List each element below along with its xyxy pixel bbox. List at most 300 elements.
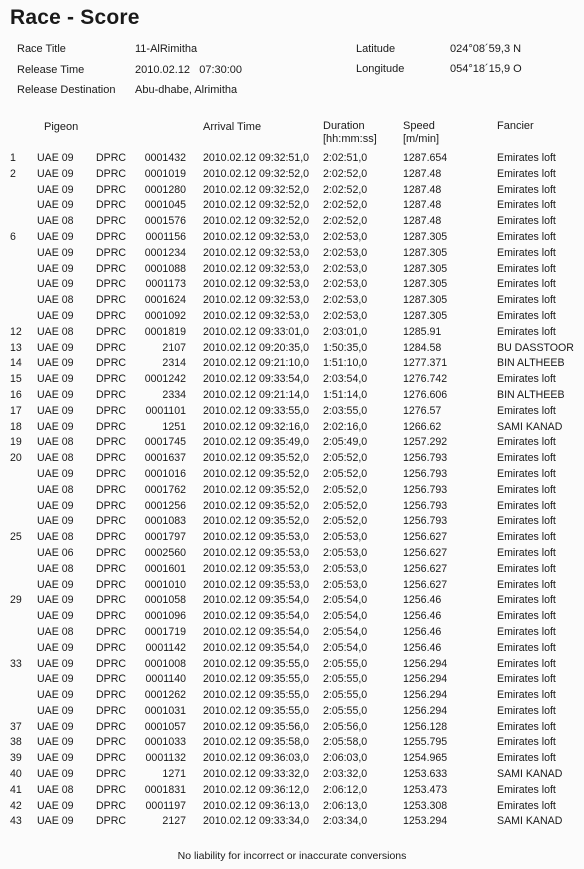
arrival-time-cell: 2010.02.12 09:35:52,0 (203, 452, 310, 465)
release-destination-value: Abu-dhabe, Alrimitha (135, 84, 238, 96)
fancier-cell: Emirates loft (497, 467, 556, 480)
fancier-cell: BU DASSTOOR (497, 341, 574, 354)
rank-cell: 14 (10, 357, 22, 370)
country-cell: UAE 09 (37, 167, 74, 180)
latitude-value: 024°08´59,3 N (450, 43, 522, 55)
ring-number-cell: 0001242 (144, 373, 186, 386)
duration-cell: 2:02:16,0 (323, 420, 368, 433)
country-cell: UAE 09 (37, 704, 74, 717)
org-cell: DPRC (96, 452, 127, 465)
country-cell: UAE 08 (37, 452, 74, 465)
table-row (0, 341, 584, 357)
ring-number-cell: 0001031 (144, 704, 186, 717)
arrival-time-cell: 2010.02.12 09:35:54,0 (203, 641, 310, 654)
fancier-cell: Emirates loft (497, 799, 556, 812)
speed-cell: 1256.627 (403, 562, 448, 575)
release-time-label: Release Time (17, 64, 85, 76)
arrival-time-cell: 2010.02.12 09:36:03,0 (203, 752, 310, 765)
table-row (0, 593, 584, 609)
rank-cell: 42 (10, 799, 22, 812)
duration-cell: 2:02:51,0 (323, 152, 368, 164)
table-row (0, 325, 584, 341)
rank-cell: 37 (10, 720, 22, 733)
rank-cell: 33 (10, 657, 22, 670)
duration-cell: 2:05:53,0 (323, 578, 368, 591)
duration-cell: 2:02:52,0 (323, 167, 368, 180)
ring-number-cell: 0001132 (145, 752, 186, 765)
speed-cell: 1256.793 (403, 467, 448, 480)
duration-cell: 2:05:58,0 (323, 736, 368, 749)
table-row (0, 562, 584, 578)
table-row (0, 720, 584, 736)
table-row (0, 483, 584, 499)
speed-cell: 1253.633 (403, 768, 448, 781)
rank-cell: 43 (10, 815, 22, 828)
org-cell: DPRC (96, 199, 127, 212)
table-row (0, 167, 584, 183)
speed-cell: 1276.742 (403, 373, 448, 386)
ring-number-cell: 0001033 (144, 736, 186, 749)
speed-cell: 1254.965 (403, 752, 448, 765)
speed-cell: 1256.294 (403, 704, 448, 717)
rank-cell: 13 (10, 341, 22, 354)
speed-cell: 1287.305 (403, 262, 448, 275)
table-row (0, 151, 584, 167)
fancier-cell: Emirates loft (497, 246, 556, 259)
org-cell: DPRC (96, 783, 127, 796)
fancier-cell: Emirates loft (497, 752, 556, 765)
org-cell: DPRC (96, 341, 127, 354)
ring-number-cell: 0001576 (144, 215, 186, 228)
fancier-cell: Emirates loft (497, 578, 556, 591)
country-cell: UAE 09 (37, 230, 74, 243)
fancier-cell: SAMI KANAD (497, 768, 563, 781)
country-cell: UAE 09 (37, 388, 74, 401)
arrival-time-cell: 2010.02.12 09:35:54,0 (203, 625, 310, 638)
rank-cell: 2 (10, 167, 16, 180)
speed-cell: 1287.305 (403, 230, 448, 243)
table-row (0, 546, 584, 562)
org-cell: DPRC (96, 625, 127, 638)
country-cell: UAE 09 (37, 404, 74, 417)
ring-number-cell: 0001010 (144, 578, 186, 591)
country-cell: UAE 09 (37, 373, 74, 386)
duration-cell: 1:51:10,0 (323, 357, 368, 370)
speed-cell: 1256.793 (403, 515, 448, 528)
ring-number-cell: 0001637 (144, 452, 186, 465)
org-cell: DPRC (96, 815, 127, 828)
fancier-cell: Emirates loft (497, 515, 556, 528)
arrival-time-cell: 2010.02.12 09:20:35,0 (203, 341, 310, 354)
org-cell: DPRC (96, 278, 127, 291)
speed-cell: 1276.57 (403, 404, 442, 417)
arrival-time-cell: 2010.02.12 09:21:14,0 (203, 388, 310, 401)
fancier-cell: Emirates loft (497, 309, 556, 322)
speed-cell: 1256.793 (403, 499, 448, 512)
org-cell: DPRC (96, 167, 127, 180)
arrival-time-cell: 2010.02.12 09:33:32,0 (203, 768, 310, 781)
fancier-cell: Emirates loft (497, 704, 556, 717)
table-row (0, 277, 584, 293)
longitude-label: Longitude (356, 63, 405, 75)
ring-number-cell: 2334 (162, 388, 186, 401)
arrival-time-cell: 2010.02.12 09:32:53,0 (203, 230, 310, 243)
org-cell: DPRC (96, 499, 127, 512)
speed-unit: [m/min] (403, 133, 440, 145)
speed-cell: 1256.627 (403, 578, 448, 591)
speed-cell: 1256.128 (403, 720, 448, 733)
longitude-value: 054°18´15,9 O (450, 63, 522, 75)
duration-cell: 2:05:53,0 (323, 531, 368, 544)
duration-cell: 2:05:52,0 (323, 467, 368, 480)
duration-cell: 2:02:53,0 (323, 294, 368, 307)
table-row (0, 799, 584, 815)
country-cell: UAE 09 (37, 309, 74, 322)
ring-number-cell: 0001101 (145, 404, 186, 417)
speed-cell: 1253.294 (403, 815, 448, 828)
table-row (0, 293, 584, 309)
duration-cell: 2:05:55,0 (323, 704, 368, 717)
ring-number-cell: 0001719 (144, 625, 186, 638)
org-cell: DPRC (96, 736, 127, 749)
duration-cell: 2:02:52,0 (323, 183, 368, 196)
duration-cell: 2:06:12,0 (323, 783, 368, 796)
speed-cell: 1285.91 (403, 325, 442, 338)
arrival-time-cell: 2010.02.12 09:35:55,0 (203, 657, 310, 670)
org-cell: DPRC (96, 467, 127, 480)
results-table (0, 151, 584, 830)
rank-cell: 39 (10, 752, 22, 765)
country-cell: UAE 09 (37, 199, 74, 212)
org-cell: DPRC (96, 357, 127, 370)
country-cell: UAE 09 (37, 641, 74, 654)
ring-number-cell: 0001057 (144, 720, 186, 733)
org-cell: DPRC (96, 531, 127, 544)
arrival-time-cell: 2010.02.12 09:35:55,0 (203, 673, 310, 686)
speed-cell: 1284.58 (403, 341, 442, 354)
speed-cell: 1257.292 (403, 436, 448, 449)
table-row (0, 420, 584, 436)
table-row (0, 688, 584, 704)
speed-cell: 1287.305 (403, 309, 448, 322)
ring-number-cell: 0001819 (144, 325, 186, 338)
arrival-time-cell: 2010.02.12 09:35:54,0 (203, 610, 310, 623)
arrival-time-cell: 2010.02.12 09:36:12,0 (203, 783, 310, 796)
arrival-time-cell: 2010.02.12 09:35:56,0 (203, 720, 310, 733)
table-row (0, 230, 584, 246)
arrival-time-cell: 2010.02.12 09:35:58,0 (203, 736, 310, 749)
fancier-cell: Emirates loft (497, 373, 556, 386)
country-cell: UAE 08 (37, 625, 74, 638)
speed-cell: 1256.627 (403, 531, 448, 544)
ring-number-cell: 0001234 (144, 246, 186, 259)
country-cell: UAE 09 (37, 420, 74, 433)
duration-cell: 2:05:54,0 (323, 594, 368, 607)
fancier-cell: Emirates loft (497, 152, 556, 164)
ring-number-cell: 2127 (162, 815, 186, 828)
ring-number-cell: 0001140 (145, 673, 186, 686)
org-cell: DPRC (96, 388, 127, 401)
speed-cell: 1287.48 (403, 199, 442, 212)
arrival-time-cell: 2010.02.12 09:35:53,0 (203, 531, 310, 544)
duration-cell: 1:51:14,0 (323, 388, 368, 401)
country-cell: UAE 09 (37, 262, 74, 275)
org-cell: DPRC (96, 594, 127, 607)
rank-cell: 6 (10, 230, 16, 243)
rank-cell: 29 (10, 594, 22, 607)
column-header-arrival: Arrival Time (203, 121, 262, 133)
column-header-duration (323, 120, 377, 146)
country-cell: UAE 08 (37, 783, 74, 796)
table-row (0, 609, 584, 625)
duration-cell: 2:03:34,0 (323, 815, 368, 828)
speed-cell: 1253.473 (403, 783, 448, 796)
org-cell: DPRC (96, 562, 127, 575)
arrival-time-cell: 2010.02.12 09:35:52,0 (203, 499, 310, 512)
arrival-time-cell: 2010.02.12 09:32:53,0 (203, 294, 310, 307)
speed-cell: 1287.654 (403, 152, 448, 164)
table-row (0, 814, 584, 830)
speed-cell: 1256.294 (403, 673, 448, 686)
speed-cell: 1256.46 (403, 641, 442, 654)
speed-cell: 1277.371 (403, 357, 448, 370)
duration-cell: 2:05:52,0 (323, 452, 368, 465)
duration-cell: 2:05:54,0 (323, 625, 368, 638)
country-cell: UAE 08 (37, 294, 74, 307)
fancier-cell: Emirates loft (497, 325, 556, 338)
ring-number-cell: 0002560 (144, 546, 186, 559)
fancier-cell: Emirates loft (497, 736, 556, 749)
speed-cell: 1256.793 (403, 452, 448, 465)
duration-cell: 2:06:13,0 (323, 799, 368, 812)
ring-number-cell: 0001762 (144, 483, 186, 496)
arrival-time-cell: 2010.02.12 09:32:16,0 (203, 420, 310, 433)
arrival-time-cell: 2010.02.12 09:35:52,0 (203, 467, 310, 480)
duration-cell: 2:05:52,0 (323, 499, 368, 512)
fancier-cell: Emirates loft (497, 689, 556, 702)
org-cell: DPRC (96, 673, 127, 686)
latitude-label: Latitude (356, 43, 396, 55)
column-header-fancier: Fancier (497, 120, 534, 132)
arrival-time-cell: 2010.02.12 09:32:52,0 (203, 167, 310, 180)
arrival-time-cell: 2010.02.12 09:21:10,0 (203, 357, 310, 370)
org-cell: DPRC (96, 689, 127, 702)
ring-number-cell: 0001096 (144, 610, 186, 623)
duration-cell: 2:05:54,0 (323, 610, 368, 623)
arrival-time-cell: 2010.02.12 09:32:53,0 (203, 278, 310, 291)
org-cell: DPRC (96, 752, 127, 765)
speed-cell: 1287.48 (403, 215, 442, 228)
duration-cell: 2:03:01,0 (323, 325, 368, 338)
release-destination-label: Release Destination (17, 84, 116, 96)
speed-cell: 1256.627 (403, 546, 448, 559)
ring-number-cell: 0001092 (144, 309, 186, 322)
arrival-time-cell: 2010.02.12 09:32:53,0 (203, 246, 310, 259)
ring-number-cell: 0001262 (144, 689, 186, 702)
race-title-label: Race Title (17, 43, 66, 55)
speed-cell: 1256.294 (403, 689, 448, 702)
org-cell: DPRC (96, 720, 127, 733)
release-time-value: 2010.02.12 07:30:00 (135, 64, 243, 76)
org-cell: DPRC (96, 610, 127, 623)
ring-number-cell: 0001601 (144, 562, 186, 575)
rank-cell: 17 (10, 404, 22, 417)
country-cell: UAE 08 (37, 215, 74, 228)
fancier-cell: SAMI KANAD (497, 420, 563, 433)
country-cell: UAE 09 (37, 578, 74, 591)
fancier-cell: BIN ALTHEEB (497, 388, 565, 401)
speed-cell: 1287.305 (403, 278, 448, 291)
country-cell: UAE 08 (37, 483, 74, 496)
country-cell: UAE 09 (37, 720, 74, 733)
fancier-cell: Emirates loft (497, 594, 556, 607)
duration-label: Duration (323, 120, 365, 132)
ring-number-cell: 0001173 (145, 278, 186, 291)
fancier-cell: SAMI KANAD (497, 815, 563, 828)
fancier-cell: Emirates loft (497, 230, 556, 243)
org-cell: DPRC (96, 262, 127, 275)
ring-number-cell: 0001432 (144, 152, 186, 164)
country-cell: UAE 08 (37, 531, 74, 544)
arrival-time-cell: 2010.02.12 09:32:52,0 (203, 199, 310, 212)
country-cell: UAE 08 (37, 325, 74, 338)
table-row (0, 198, 584, 214)
arrival-time-cell: 2010.02.12 09:36:13,0 (203, 799, 310, 812)
country-cell: UAE 08 (37, 436, 74, 449)
duration-cell: 2:06:03,0 (323, 752, 368, 765)
org-cell: DPRC (96, 704, 127, 717)
rank-cell: 20 (10, 452, 22, 465)
fancier-cell: Emirates loft (497, 167, 556, 180)
fancier-cell: Emirates loft (497, 673, 556, 686)
speed-cell: 1287.305 (403, 294, 448, 307)
table-row (0, 309, 584, 325)
org-cell: DPRC (96, 657, 127, 670)
speed-cell: 1256.46 (403, 594, 442, 607)
fancier-cell: Emirates loft (497, 657, 556, 670)
org-cell: DPRC (96, 183, 127, 196)
duration-cell: 2:05:55,0 (323, 689, 368, 702)
country-cell: UAE 09 (37, 515, 74, 528)
duration-cell: 2:02:53,0 (323, 309, 368, 322)
page-title: Race - Score (10, 6, 140, 29)
fancier-cell: Emirates loft (497, 199, 556, 212)
speed-cell: 1287.48 (403, 183, 442, 196)
country-cell: UAE 08 (37, 562, 74, 575)
rank-cell: 15 (10, 373, 22, 386)
speed-cell: 1276.606 (403, 388, 448, 401)
country-cell: UAE 09 (37, 673, 74, 686)
rank-cell: 38 (10, 736, 22, 749)
ring-number-cell: 2107 (162, 341, 186, 354)
arrival-time-cell: 2010.02.12 09:35:49,0 (203, 436, 310, 449)
duration-cell: 2:05:53,0 (323, 546, 368, 559)
country-cell: UAE 09 (37, 341, 74, 354)
fancier-cell: Emirates loft (497, 262, 556, 275)
fancier-cell: Emirates loft (497, 783, 556, 796)
ring-number-cell: 0001745 (144, 436, 186, 449)
arrival-time-cell: 2010.02.12 09:35:55,0 (203, 689, 310, 702)
duration-cell: 2:02:53,0 (323, 262, 368, 275)
arrival-time-cell: 2010.02.12 09:32:53,0 (203, 309, 310, 322)
ring-number-cell: 0001142 (145, 641, 186, 654)
table-row (0, 735, 584, 751)
table-row (0, 767, 584, 783)
fancier-cell: Emirates loft (497, 625, 556, 638)
fancier-cell: Emirates loft (497, 294, 556, 307)
org-cell: DPRC (96, 641, 127, 654)
table-row (0, 641, 584, 657)
arrival-time-cell: 2010.02.12 09:33:34,0 (203, 815, 310, 828)
speed-cell: 1255.795 (403, 736, 448, 749)
ring-number-cell: 0001045 (144, 199, 186, 212)
speed-cell: 1256.46 (403, 625, 442, 638)
fancier-cell: Emirates loft (497, 562, 556, 575)
fancier-cell: BIN ALTHEEB (497, 357, 565, 370)
country-cell: UAE 09 (37, 752, 74, 765)
table-row (0, 514, 584, 530)
table-row (0, 404, 584, 420)
table-row (0, 783, 584, 799)
duration-cell: 2:05:52,0 (323, 483, 368, 496)
duration-cell: 2:02:52,0 (323, 199, 368, 212)
speed-cell: 1287.48 (403, 167, 442, 180)
country-cell: UAE 09 (37, 357, 74, 370)
arrival-time-cell: 2010.02.12 09:35:52,0 (203, 483, 310, 496)
duration-cell: 2:05:55,0 (323, 657, 368, 670)
ring-number-cell: 0001831 (144, 783, 186, 796)
org-cell: DPRC (96, 215, 127, 228)
rank-cell: 19 (10, 436, 22, 449)
fancier-cell: Emirates loft (497, 499, 556, 512)
arrival-time-cell: 2010.02.12 09:32:53,0 (203, 262, 310, 275)
org-cell: DPRC (96, 230, 127, 243)
arrival-time-cell: 2010.02.12 09:35:53,0 (203, 578, 310, 591)
table-row (0, 467, 584, 483)
arrival-time-cell: 2010.02.12 09:32:51,0 (203, 152, 310, 164)
fancier-cell: Emirates loft (497, 436, 556, 449)
org-cell: DPRC (96, 578, 127, 591)
table-row (0, 372, 584, 388)
org-cell: DPRC (96, 404, 127, 417)
table-row (0, 388, 584, 404)
org-cell: DPRC (96, 420, 127, 433)
arrival-time-cell: 2010.02.12 09:32:52,0 (203, 215, 310, 228)
ring-number-cell: 0001088 (144, 262, 186, 275)
ring-number-cell: 1271 (162, 768, 186, 781)
duration-cell: 2:05:55,0 (323, 673, 368, 686)
duration-cell: 2:05:53,0 (323, 562, 368, 575)
fancier-cell: Emirates loft (497, 183, 556, 196)
country-cell: UAE 09 (37, 246, 74, 259)
rank-cell: 1 (10, 152, 16, 164)
country-cell: UAE 09 (37, 278, 74, 291)
ring-number-cell: 0001797 (144, 531, 186, 544)
column-header-pigeon: Pigeon (44, 121, 79, 133)
table-row (0, 499, 584, 515)
country-cell: UAE 09 (37, 467, 74, 480)
table-row (0, 262, 584, 278)
country-cell: UAE 09 (37, 657, 74, 670)
duration-cell: 2:03:32,0 (323, 768, 368, 781)
table-row (0, 183, 584, 199)
country-cell: UAE 09 (37, 768, 74, 781)
ring-number-cell: 1251 (162, 420, 186, 433)
duration-cell: 2:03:55,0 (323, 404, 368, 417)
table-row (0, 704, 584, 720)
duration-cell: 1:50:35,0 (323, 341, 368, 354)
org-cell: DPRC (96, 546, 127, 559)
